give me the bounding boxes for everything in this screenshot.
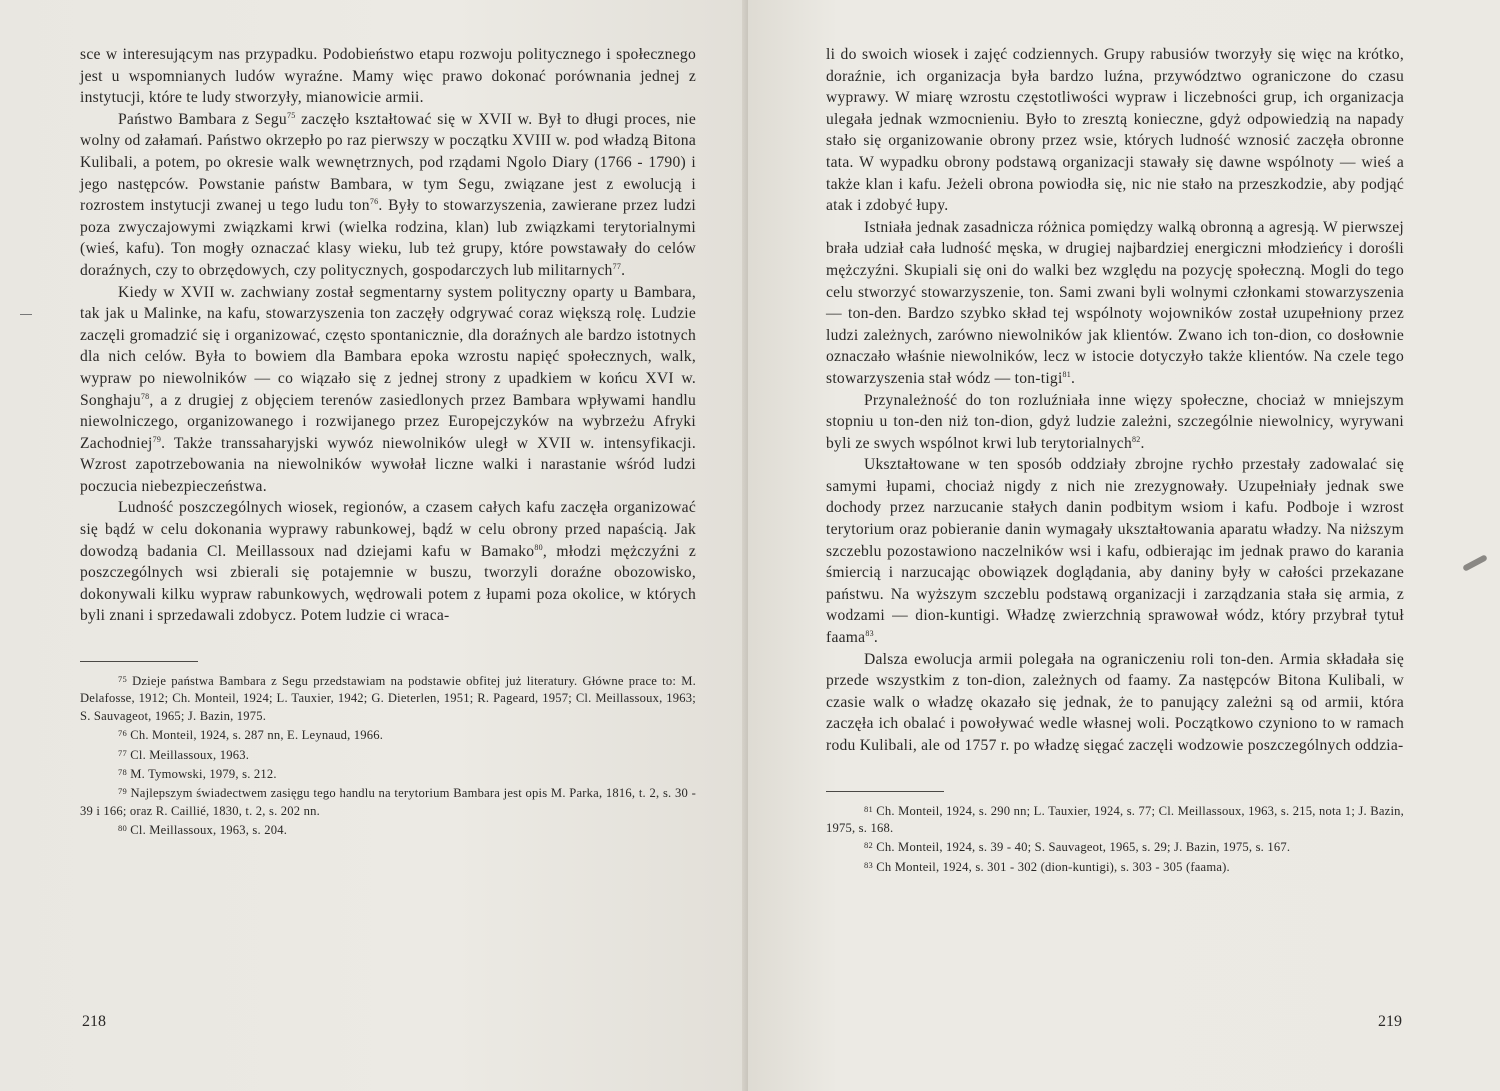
right-page xyxy=(748,0,1500,1091)
left-footnotes xyxy=(80,671,696,840)
paragraph: Istniała jednak zasadnicza różnica pomiędzy walką obronną a agresją. W pierwszej brała udział cała ludność męska, w drugiej najbardziej energiczni młodzieńcy i dorośli mężczyźni. Skupiali się oni do walki bez względu na pozycję społeczną. Mogli do tego celu stworzyć stowarzyszenie, ton. Sami zwani byli wolnymi członkami stowarzyszenia — ton-den. Bardzo szybko skład tej wspólnoty wojowników został uzupełniony przez ludzi zależnych, zarówno niewolników jak klientów. Zwano ich ton-dion, co dosłownie oznaczało właśnie niewolników, lecz w istocie dotyczyło także klientów. Na czele tego stowarzyszenia stał wódz — ton-tigi$^{81}$. xyxy=(826,218,1404,387)
left-body-text xyxy=(80,44,696,627)
footnote: $^{77}$ Cl. Meillassoux, 1963. xyxy=(118,747,250,762)
footnote-ref: 81 xyxy=(1062,369,1072,379)
footnote: $^{76}$ Ch. Monteil, 1924, s. 287 nn, E. Leynaud, 1966. xyxy=(118,728,384,743)
paragraph: li do swoich wiosek i zajęć codziennych. Grupy rabusiów tworzyły się więc na krótko, doraźnie, ich organizacja była bardzo luźna, przywództwo ograniczone do czasu wyprawy. W miarę wzrostu częstotliwości wypraw i liczebności grup, ich organizacja ulegała jednak wzmocnieniu. Było to zresztą konieczne, gdyż odpowiedzią na napady stało się organizowanie obrony przez wsie, których ludność wznosić zaczęła obronne tata. W wypadku obrony podstawą organizacji stawały się dawne wspólnoty — wieś a także klan i kafu. Jeżeli obrona powiodła się, nic nie stało na przeszkodzie, aby podjąć atak i zdobyć łupy. xyxy=(826,46,1404,215)
footnote-ref: 75 xyxy=(286,110,296,120)
paragraph: Ludność poszczególnych wiosek, regionów, a czasem całych kafu zaczęła organizować się bądź w celu dokonania wyprawy rabunkowej, bądź w celu obrony przed napaścią. Jak dowodzą badania Cl. Meillassoux nad dziejami kafu w Bamako$^{80}$, młodzi mężczyźni z poszczególnych wsi zbierali się potajemnie w buszu, tworzyli doraźne obozowisko, dokonywali kilku wypraw rabunkowych, wędrowali potem z łupami poza okolice, w których byli znani i sprzedawali zdobycz. Potem ludzie ci wraca- xyxy=(80,499,696,625)
page-number-left: 218 xyxy=(82,1013,106,1030)
footnote: $^{78}$ M. Tymowski, 1979, s. 212. xyxy=(118,767,277,782)
footnote: $^{83}$ Ch Monteil, 1924, s. 301 - 302 (dion-kuntigi), s. 303 - 305 (faama). xyxy=(864,859,1230,874)
margin-mark xyxy=(20,314,32,315)
footnote: $^{75}$ Dzieje państwa Bambara z Segu przedstawiam na podstawie obfitej już literatury. Główne prace to: M. Delafosse, 1912; Ch. Monteil, 1924; L. Tauxier, 1942; G. Dieterlen, 1951; R. Pageard, 1957; Cl. Meillassoux, 1963; S. Sauvageot, 1965; J. Bazin, 1975. xyxy=(80,674,696,723)
left-page xyxy=(0,0,748,1091)
paragraph: Kiedy w XVII w. zachwiany został segmentarny system polityczny oparty u Bambara, tak jak u Malinke, na kafu, stowarzyszenia ton zaczęły odgrywać coraz większą rolę. Ludzie zaczęli gromadzić się i organizować, często spontanicznie, dla doraźnych ale bardzo istotnych dla nich celów. Była to bowiem dla Bambara epoka wzrostu napięć społecznych, walk, wypraw po niewolników — co wiązało się z jednej strony z upadkiem w końcu XVI w. Songhaju$^{78}$, a z drugiej z objęciem terenów zasiedlonych przez Bambara wpływami handlu niewolniczego, organizowanego i rozwijanego przez Europejczyków na wybrzeżu Afryki Zachodniej$^{79}$. Także transsaharyjski wywóz niewolników uległ w XVII w. intensyfikacji. Wzrost zapotrzebowania na niewolników wywołał liczne walki i narastanie wśród ludzi poczucia niebezpieczeństwa. xyxy=(80,283,696,495)
pencil-mark xyxy=(1462,554,1488,572)
footnote-ref: 80 xyxy=(534,542,543,552)
footnote-ref: 77 xyxy=(612,261,622,271)
footnote: $^{81}$ Ch. Monteil, 1924, s. 290 nn; L. Tauxier, 1924, s. 77; Cl. Meillassoux, 1963, s. 215, nota 1; J. Bazin, 1975, s. 168. xyxy=(826,803,1404,835)
right-body-text xyxy=(826,44,1404,757)
paragraph: Przynależność do ton rozluźniała inne więzy społeczne, chociaż w mniejszym stopniu u ton-den niż ton-dion, gdyż ludzie zależni, szczególnie niewolnicy, wyrywani byli ze swych wspólnot krwi lub terytorialnych$^{82}$. xyxy=(826,391,1404,452)
footnote: $^{82}$ Ch. Monteil, 1924, s. 39 - 40; S. Sauvageot, 1965, s. 29; J. Bazin, 1975, s. 167. xyxy=(864,840,1291,855)
paragraph: sce w interesującym nas przypadku. Podobieństwo etapu rozwoju politycznego i społecznego jest u wspomnianych ludów wyraźne. Mamy więc prawo dokonać porównania jednej z instytucji, które te ludy stworzyły, mianowicie armii. xyxy=(80,46,696,107)
footnote-ref: 79 xyxy=(152,434,162,444)
paragraph: Ukształtowane w ten sposób oddziały zbrojne rychło przestały zadowalać się samymi łupami, chociaż nigdy z nich nie zrezygnowały. Uzupełniały jednak swe dochody przez narzucanie stałych danin podbitym wsiom i kafu. Podboje i wzrost terytorium oraz pobieranie danin wymagały ukształtowania aparatu władzy. Na niższym szczeblu pozostawiono naczelników wsi i kafu, odbierając im jednak prawo do karania śmiercią i narzucając obowiązek doglądania, aby daniny były w całości przekazane państwu. Na wyższym szczeblu podstawą organizacji i zarządzania stała się armia, z wodzami — dion-kuntigi. Władzę zwierzchnią sprawował wódz, który przybrał tytuł faama$^{83}$. xyxy=(826,456,1404,647)
page-number-right: 219 xyxy=(1378,1013,1402,1030)
paragraph: Dalsza ewolucja armii polegała na ograniczeniu roli ton-den. Armia składała się przede wszystkim z ton-dion, zależnych od faamy. Za następców Bitona Kulibali, w czasie walk o władzę okazało się jednak, że to panujący zależni są od armii, która zaczęła ich obalać i powoływać wedle własnej woli. Początkowo czyniono to w ramach rodu Kulibali, ale od 1757 r. po władzę sięgać zaczęli wodzowie poszczególnych oddzia- xyxy=(826,650,1404,754)
footnote-ref: 82 xyxy=(1132,434,1141,444)
right-footnotes xyxy=(826,801,1404,877)
footnote-divider xyxy=(80,661,198,662)
paragraph: Państwo Bambara z Segu$^{75}$ zaczęło kształtować się w XVII w. Był to długi proces, nie wolny od załamań. Państwo okrzepło po raz pierwszy w początku XVIII w. pod władzą Bitona Kulibali, a potem, po okresie walk wewnętrznych, pod rządami Ngolo Diary (1766 - 1790) i jego następców. Powstanie państw Bambara, w tym Segu, związane jest z ewolucją i rozrostem instytucji zwanej u tego ludu ton$^{76}$. Były to stowarzyszenia, zawierane przez ludzi poza zwyczajowymi związkami krwi (wielka rodzina, klan) lub związkami terytorialnymi (wieś, kafu). Ton mogły oznaczać klasy wieku, lub też grupy, które powstawały do celów doraźnych, czy to obrzędowych, czy politycznych, gospodarczych lub militarnych$^{77}$. xyxy=(80,110,697,279)
footnote-ref: 78 xyxy=(140,391,150,401)
footnote-divider xyxy=(826,791,944,792)
footnote-ref: 83 xyxy=(865,628,874,638)
footnote: $^{80}$ Cl. Meillassoux, 1963, s. 204. xyxy=(118,823,288,838)
footnote: $^{79}$ Najlepszym świadectwem zasięgu tego handlu na terytorium Bambara jest opis M. Parka, 1816, t. 2, s. 30 - 39 i 166; oraz R. Caillié, 1830, t. 2, s. 202 nn. xyxy=(80,786,696,818)
footnote-ref: 76 xyxy=(369,196,379,206)
